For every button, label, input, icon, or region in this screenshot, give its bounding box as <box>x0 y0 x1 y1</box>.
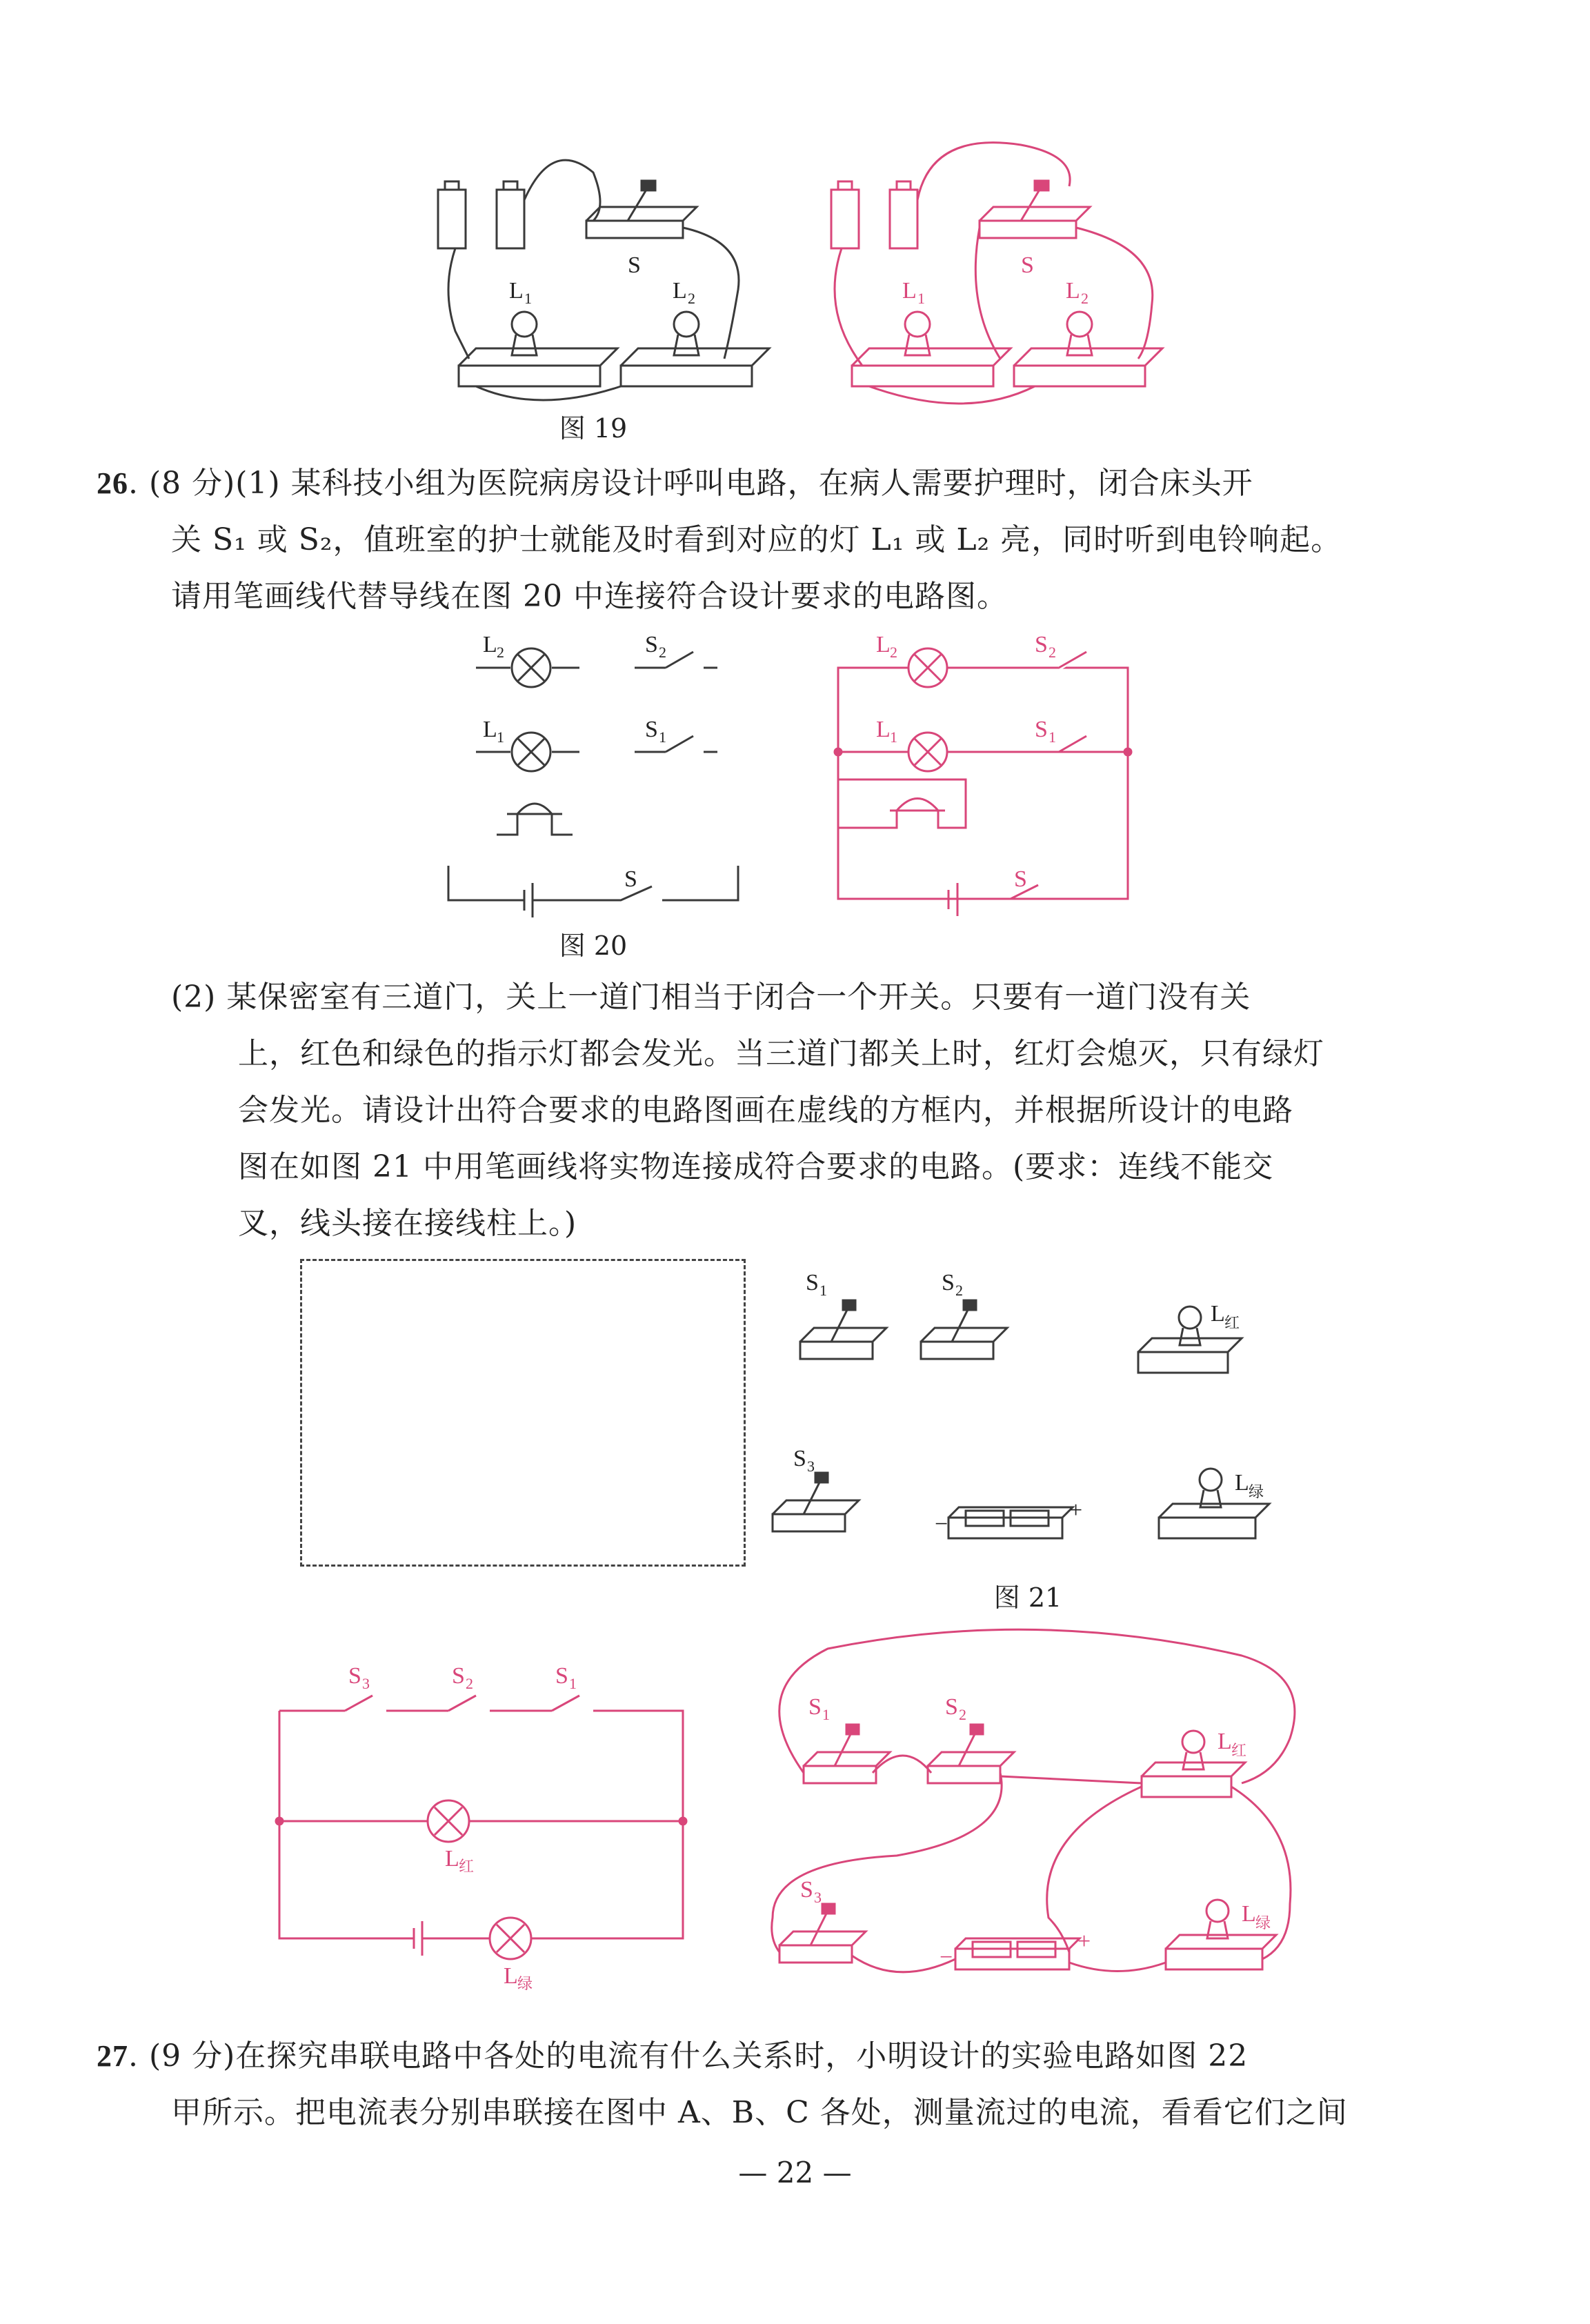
wire-lgreen: L <box>1242 1901 1256 1927</box>
fig20-ans-l2-sub: 2 <box>890 644 897 661</box>
q27-line-1 <box>97 2028 1248 2085</box>
q27-number: 27 <box>97 2039 128 2073</box>
fig21-minus: − <box>935 1511 948 1537</box>
fig19-label-s: S <box>628 252 641 278</box>
fig19-ans-l1: L <box>902 278 917 304</box>
fig19-ans-l1-sub: 1 <box>917 290 925 307</box>
fig20-l2-sub: 2 <box>497 644 504 661</box>
fig20-s2: S <box>645 632 658 657</box>
q27-text-1: . (9 分)在探究串联电路中各处的电流有什么关系时，小明设计的实验电路如图 22 <box>128 2038 1249 2074</box>
fig20-ans-s1-sub: 1 <box>1049 728 1056 746</box>
ans-s3-sub: 3 <box>362 1675 370 1692</box>
fig20-ans-l1: L <box>876 717 891 742</box>
fig21-s3-sub: 3 <box>807 1458 815 1475</box>
fig21-s2: S <box>942 1270 955 1295</box>
q26-part2-line-2: 上，红色和绿色的指示灯都会发光。当三道门都关上时，红灯会熄灭，只有绿灯 <box>238 1036 1324 1071</box>
fig21-lred-sub: 红 <box>1224 1314 1240 1331</box>
ans-s1-sub: 1 <box>569 1675 577 1692</box>
ans-s1: S <box>555 1663 568 1689</box>
fig20-l2: L <box>483 632 497 657</box>
fig21-caption: 图 21 <box>993 1582 1062 1613</box>
fig20-ans-l1-sub: 1 <box>890 728 897 746</box>
fig19-label-l2-sub: 2 <box>688 290 695 307</box>
fig19-ans-l2-sub: 2 <box>1081 290 1089 307</box>
q26-part2-line-5: 叉，线头接在接线柱上。) <box>238 1206 577 1241</box>
fig20-s1: S <box>645 717 658 742</box>
q26-part2-line-3: 会发光。请设计出符合要求的电路图画在虚线的方框内，并根据所设计的电路 <box>238 1093 1293 1128</box>
fig19-label-l1: L <box>509 278 524 304</box>
fig21-s2-sub: 2 <box>955 1282 963 1299</box>
q26-part2-line-4: 图在如图 21 中用笔画线将实物连接成符合要求的电路。(要求：连线不能交 <box>238 1149 1274 1184</box>
wire-s3-sub: 3 <box>814 1889 822 1906</box>
fig21-s3: S <box>793 1446 806 1471</box>
wire-plus: + <box>1077 1929 1091 1954</box>
wire-minus: − <box>940 1945 953 1970</box>
wire-lred-sub: 红 <box>1231 1742 1247 1759</box>
fig21-plus: + <box>1069 1498 1083 1523</box>
fig19-ans-s: S <box>1021 252 1034 278</box>
fig20-ans-s2: S <box>1035 632 1048 657</box>
fig19-caption: 图 19 <box>559 413 628 444</box>
fig21-s1-sub: 1 <box>819 1282 827 1299</box>
wire-lgreen-sub: 绿 <box>1255 1914 1271 1931</box>
fig20-ans-l2: L <box>876 632 891 657</box>
ans-lred-sub: 红 <box>459 1858 475 1875</box>
fig20-caption: 图 20 <box>559 931 628 961</box>
q26-line-2: 关 S₁ 或 S₂，值班室的护士就能及时看到对应的灯 L₁ 或 L₂ 亮，同时听到电铃响起。 <box>171 522 1342 557</box>
ans-s2-sub: 2 <box>466 1675 473 1692</box>
fig20-s2-sub: 2 <box>659 644 666 661</box>
ans-lred: L <box>445 1846 459 1871</box>
fig20-s: S <box>624 866 637 892</box>
fig21-lred: L <box>1211 1301 1225 1327</box>
page-number: — 22 — <box>738 2156 852 2189</box>
ans-s2: S <box>452 1663 465 1689</box>
ans-s3: S <box>348 1663 361 1689</box>
q27-line-2: 甲所示。把电流表分别串联接在图中 A、B、C 各处，测量流过的电流，看看它们之间 <box>171 2095 1348 2130</box>
fig20-s1-sub: 1 <box>659 728 666 746</box>
fig20-l1-sub: 1 <box>497 728 504 746</box>
wire-s2: S <box>945 1694 958 1720</box>
q26-part2-line-1: (2) 某保密室有三道门，关上一道门相当于闭合一个开关。只要有一道门没有关 <box>171 980 1251 1015</box>
ans-lgreen-sub: 绿 <box>517 1975 533 1992</box>
fig20-l1: L <box>483 717 497 742</box>
fig20-ans-s1: S <box>1035 717 1048 742</box>
fig20-ans-s: S <box>1014 866 1027 892</box>
ans-lgreen: L <box>504 1963 518 1989</box>
wire-s3: S <box>800 1877 813 1903</box>
fig21-s1: S <box>806 1270 819 1295</box>
fig21-lgreen: L <box>1235 1470 1249 1496</box>
q26-number: 26 <box>97 466 128 500</box>
wire-s1: S <box>808 1694 822 1720</box>
fig20-ans-s2-sub: 2 <box>1049 644 1056 661</box>
fig19-ans-l2: L <box>1066 278 1080 304</box>
q26-line-3: 请用笔画线代替导线在图 20 中连接符合设计要求的电路图。 <box>171 579 1008 614</box>
q26-text-1: . (8 分)(1) 某科技小组为医院病房设计呼叫电路，在病人需要护理时，闭合床头开 <box>128 466 1253 501</box>
fig19-label-l1-sub: 1 <box>524 290 532 307</box>
wire-s1-sub: 1 <box>822 1706 830 1723</box>
fig19-label-l2: L <box>673 278 687 304</box>
wire-lred: L <box>1218 1729 1232 1754</box>
fig21-lgreen-sub: 绿 <box>1249 1483 1264 1500</box>
wire-s2-sub: 2 <box>959 1706 966 1723</box>
